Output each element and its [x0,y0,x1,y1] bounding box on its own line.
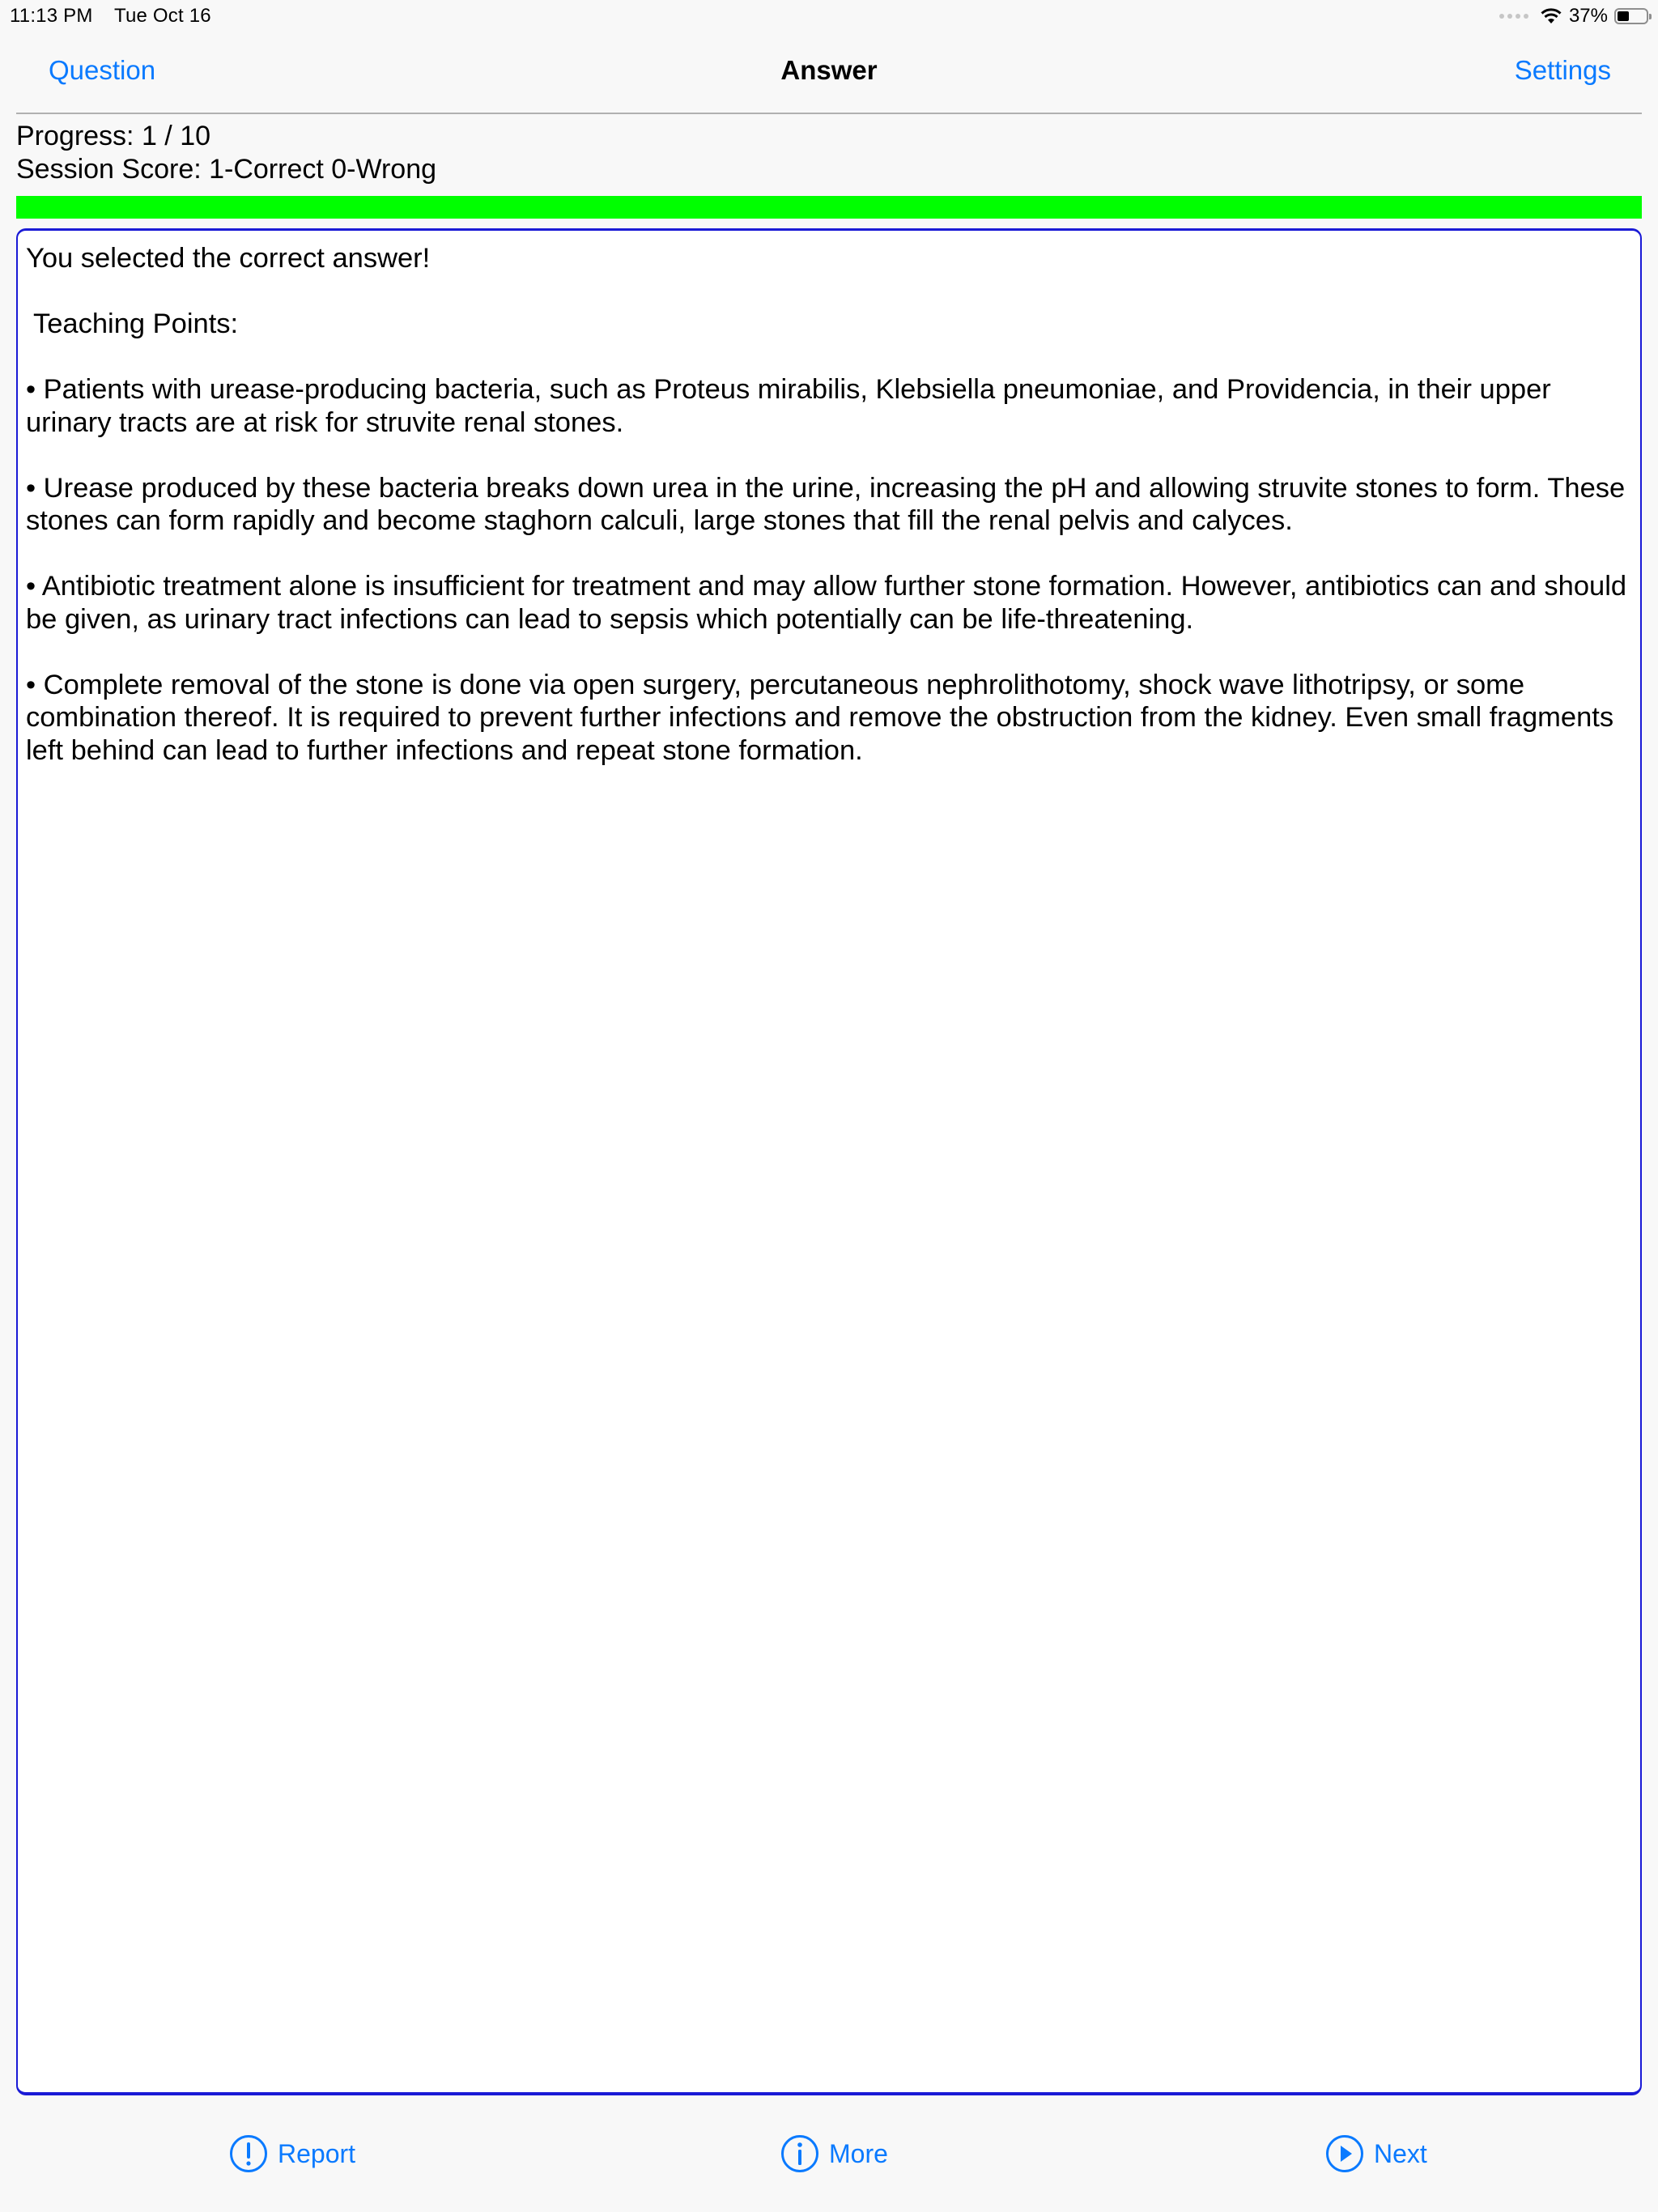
more-label: More [829,2138,888,2168]
teaching-points-heading: Teaching Points: [26,308,239,339]
session-info [16,120,436,186]
status-right [1499,5,1648,28]
navigation-bar [16,32,1642,114]
progress-label: Progress: 1 / 10 [16,121,211,151]
exclamation-circle-icon [229,2134,268,2173]
play-circle-icon [1325,2134,1364,2173]
report-label: Report [278,2138,356,2168]
bottom-toolbar [0,2105,1658,2212]
teaching-point: • Antibiotic treatment alone is insufficient for treatment and may allow further stone formation. However, antibiotics can and should be given, as urinary tract infections can lead to sepsis which potentially can be life-threatening. [26,571,1627,635]
wifi-icon [1540,7,1562,25]
teaching-point: • Complete removal of the stone is done via open surgery, percutaneous nephrolithotomy, shock wave lithotripsy, or some combination thereof. It is required to prevent further infections and remove the obstruction from the kidney. Even small fragments left behind can lead to further infections and repeat stone formation. [26,669,1614,766]
teaching-point: • Urease produced by these bacteria breaks down urea in the urine, increasing the pH and allowing struvite stones to form. These stones can form rapidly and become staghorn calculi, large stones that fill the renal pelvis and calyces. [26,472,1626,536]
status-date: Tue Oct 16 [113,5,211,27]
report-button[interactable] [229,2134,355,2173]
cellular-dots-icon [1499,14,1528,19]
next-button[interactable] [1325,2134,1427,2173]
page-title: Answer [780,55,878,85]
answer-explanation-textview[interactable] [16,228,1642,2095]
status-bar [0,0,1658,32]
question-button[interactable]: Question [49,55,156,85]
battery-percent: 37% [1568,5,1608,27]
more-button[interactable] [780,2134,888,2173]
settings-button[interactable]: Settings [1514,55,1611,85]
battery-icon [1614,8,1648,24]
info-circle-icon [780,2134,819,2173]
result-message: You selected the correct answer! [26,243,431,274]
next-label: Next [1374,2138,1427,2168]
status-left [10,5,227,28]
status-time: 11:13 PM [10,5,93,27]
session-score-label: Session Score: 1-Correct 0-Wrong [16,154,437,185]
teaching-point: • Patients with urease-producing bacteria, such as Proteus mirabilis, Klebsiella pneumoniae, and Providencia, in their upper urinary tracts are at risk for struvite renal stones. [26,374,1551,438]
progress-bar [16,196,1642,219]
